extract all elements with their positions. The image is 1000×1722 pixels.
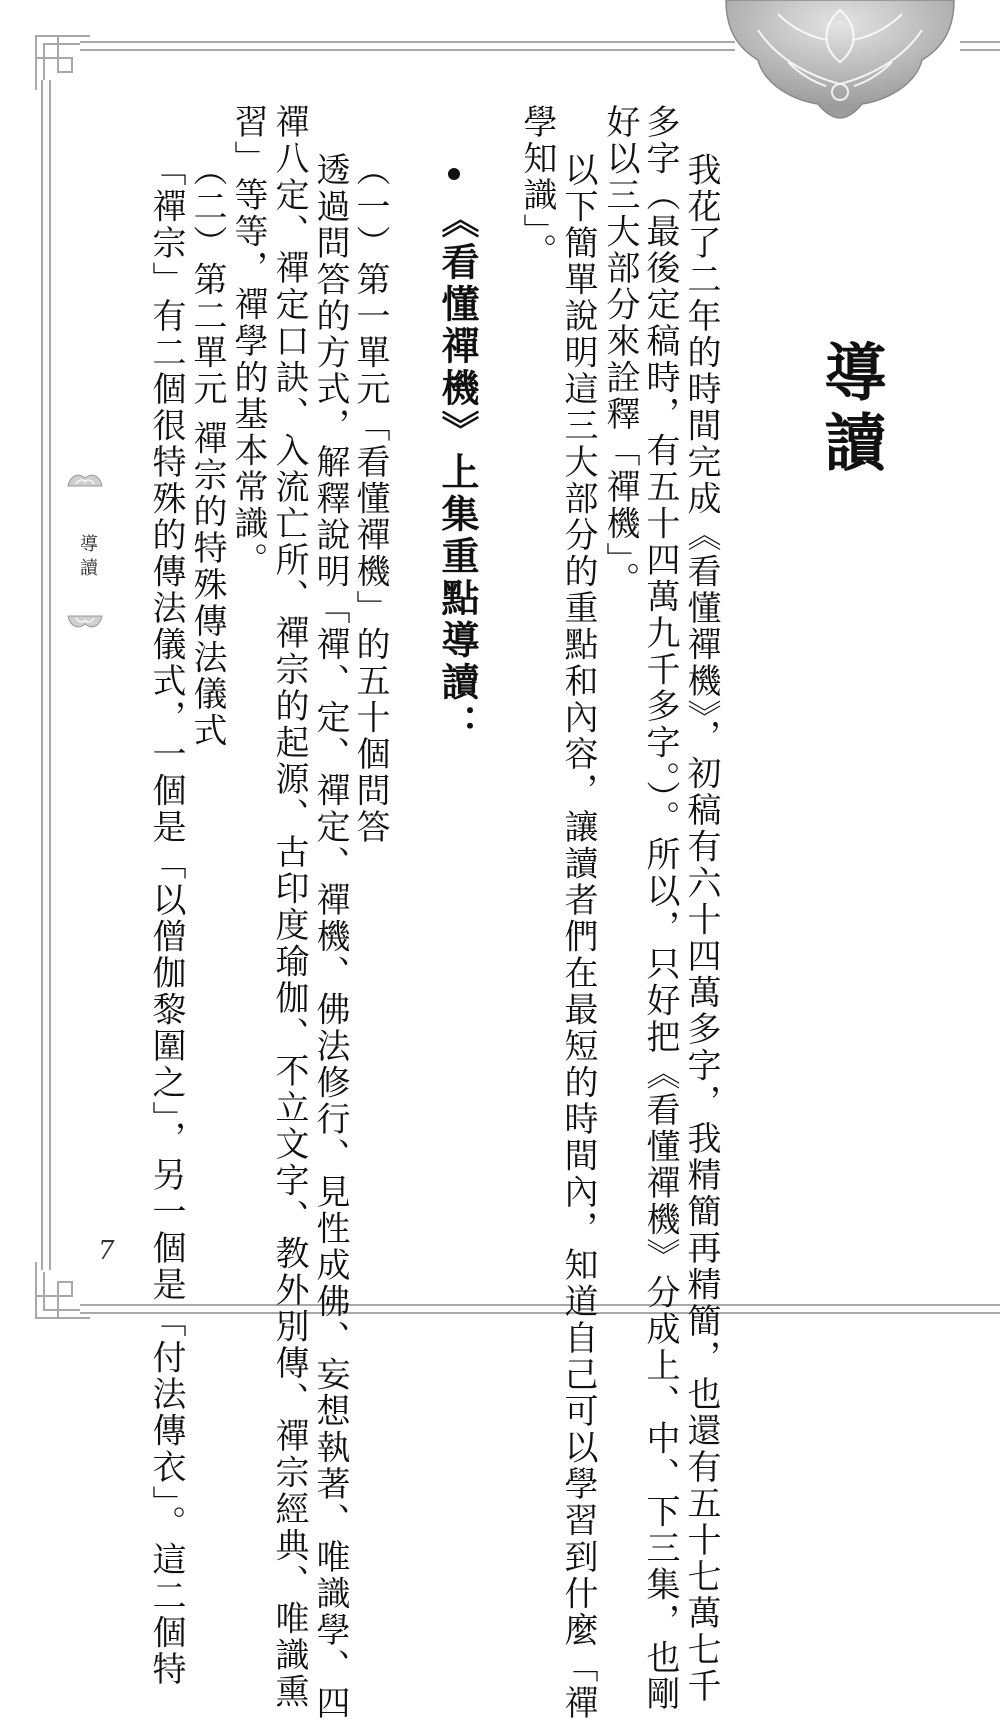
cloud-ornament-icon [66,468,104,490]
body-text-line: 「禪宗」有二個很特殊的傳法儀式，一個是「以僧伽黎圍之」，另一個是「付法傳衣」。這二個特 [146,152,186,1688]
body-text-line: 好以三大部分來詮釋「禪機」。 [600,104,640,598]
body-text-line: 學知識」。 [517,104,557,270]
section-heading: 《看懂禪機》上集重點導讀： [435,200,479,746]
page-number: 7 [98,1236,115,1266]
cloud-ornament-icon [66,612,104,634]
bullet-point [448,168,460,180]
body-text-line: 禪八定、禪定口訣、入流亡所、禪宗的起源、古印度瑜伽、不立文字、教外別傳、禪宗經典、唯識熏 [269,104,309,1710]
body-text-line: 多字（最後定稿時，有五十四萬九千多字。）。所以，只好把《看懂禪機》分成上、中、下三集，也剛 [640,104,680,1713]
page-title: 導讀 [814,340,887,480]
running-header: 導讀 [77,534,98,582]
unit-heading: （二）第二單元 禪宗的特殊傳法儀式 [187,152,227,750]
body-text-line: 我花了二年的時間完成《看懂禪機》，初稿有六十四萬多字，我精簡再精簡，也還有五十七萬七千 [681,152,721,1705]
body-text-line: 習」等等，禪學的基本常識。 [228,104,268,579]
body-text-line: 透過問答的方式，解釋說明「禪、定、禪定、禪機、佛法修行、見性成佛、妄想執著、唯識學、四 [310,152,350,1722]
unit-heading: （一）第一單元「看懂禪機」的五十個問答 [350,152,390,846]
body-text-line: 以下簡單說明這三大部分的重點和內容，讓讀者們在最短的時間內，知道自己可以學習到什麼「禪 [558,152,598,1722]
floral-medallion-ornament [718,0,962,120]
